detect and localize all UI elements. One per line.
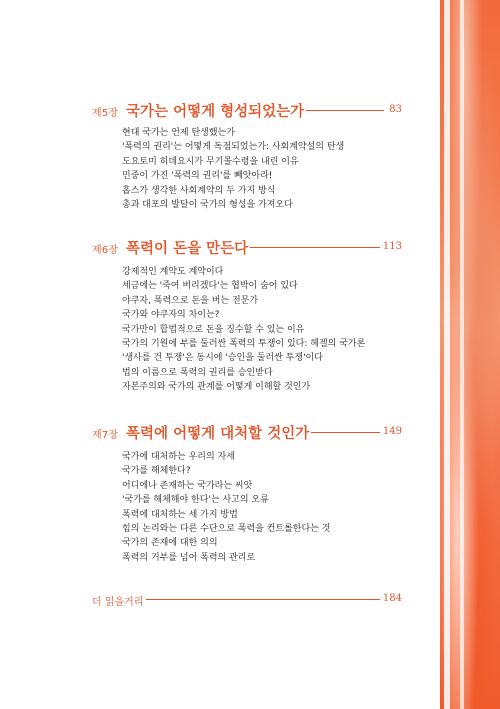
section-item: 국가의 기원에 부를 둘러싼 폭력의 투쟁이 있다: 헤겔의 국가론 xyxy=(122,339,366,350)
section-item: 폭력에 대처하는 세 가지 방법 xyxy=(122,509,238,520)
section-item: 자본주의와 국가의 관계를 어떻게 이해할 것인가 xyxy=(122,382,311,393)
section-item: 국가를 해체한다? xyxy=(122,466,191,477)
section-item: 홉스가 생각한 사회계약의 두 가지 방식 xyxy=(122,185,276,196)
section-item: 민중이 가진 '폭력의 권리'를 빼앗아라! xyxy=(122,171,273,182)
section-item: '국가를 해체해야 한다'는 사고의 오류 xyxy=(122,495,269,506)
further-reading-page-number: 184 xyxy=(382,593,402,604)
chapter-label: 제7장 xyxy=(92,430,119,441)
section-item: 강제적인 계약도 계약이다 xyxy=(122,267,224,277)
section-item: 어디에나 존재하는 국가라는 씨앗 xyxy=(122,480,253,491)
section-item: 도요토미 히데요시가 무기몰수령을 내린 이유 xyxy=(122,156,299,167)
chapter-title: 폭력에 어떻게 대처할 것인가 xyxy=(126,422,311,443)
section-list xyxy=(122,126,344,212)
chapter-7 xyxy=(92,422,402,563)
chapter-title: 폭력이 돈을 만든다 xyxy=(126,237,250,258)
section-item: 국가에 대처하는 우리의 자세 xyxy=(122,452,235,462)
leader-line xyxy=(304,432,380,433)
chapter-heading[interactable] xyxy=(92,237,402,259)
section-item: 국가만이 합법적으로 돈을 징수할 수 있는 이유 xyxy=(122,324,305,335)
further-reading-entry[interactable] xyxy=(92,593,402,609)
section-list xyxy=(122,265,365,395)
chapter-title: 국가는 어떻게 형성되었는가 xyxy=(126,100,306,121)
chapter-label: 제6장 xyxy=(92,245,119,256)
leader-line xyxy=(298,110,384,111)
chapter-6 xyxy=(92,237,402,393)
further-reading-label: 더 읽을거리 xyxy=(92,593,146,608)
chapter-heading[interactable] xyxy=(92,100,402,122)
section-item: 폭력의 거부를 넘어 폭력의 관리로 xyxy=(122,552,256,563)
section-item: 야쿠자, 폭력으로 돈을 버는 전문가 xyxy=(122,295,259,306)
chapter-5 xyxy=(92,100,402,211)
section-item: 세금에는 '죽여 버리겠다'는 협박이 숨어 있다 xyxy=(122,281,298,292)
chapter-page-number: 149 xyxy=(382,426,402,437)
side-stripe xyxy=(444,0,450,709)
chapter-page-number: 83 xyxy=(389,104,402,115)
chapter-page-number: 113 xyxy=(382,241,402,252)
chapter-heading[interactable] xyxy=(92,422,402,444)
section-item: 총과 대포의 발달이 국가의 형성을 가져오다 xyxy=(122,200,293,211)
leader-line xyxy=(249,247,380,248)
decorative-side-band xyxy=(440,0,500,709)
section-item: '폭력의 권리'는 어떻게 독점되었는가: 사회계약설의 탄생 xyxy=(122,142,345,153)
section-item: 현대 국가는 언제 탄생했는가 xyxy=(122,128,235,138)
section-item: '생사를 건 투쟁'은 동시에 '승인을 둘러싼 투쟁'이다 xyxy=(122,353,323,364)
side-stripe xyxy=(460,0,464,709)
chapter-label: 제5장 xyxy=(92,108,119,119)
section-item: 법의 이름으로 폭력의 권리를 승인받다 xyxy=(122,367,273,378)
section-item: 국가와 야쿠자의 차이는? xyxy=(122,310,220,321)
leader-line xyxy=(144,599,380,600)
section-item: 국가의 존재에 대한 의의 xyxy=(122,538,218,549)
section-list xyxy=(122,450,330,565)
section-item: 힘의 논리와는 다른 수단으로 폭력을 컨트롤한다는 것 xyxy=(122,524,331,535)
